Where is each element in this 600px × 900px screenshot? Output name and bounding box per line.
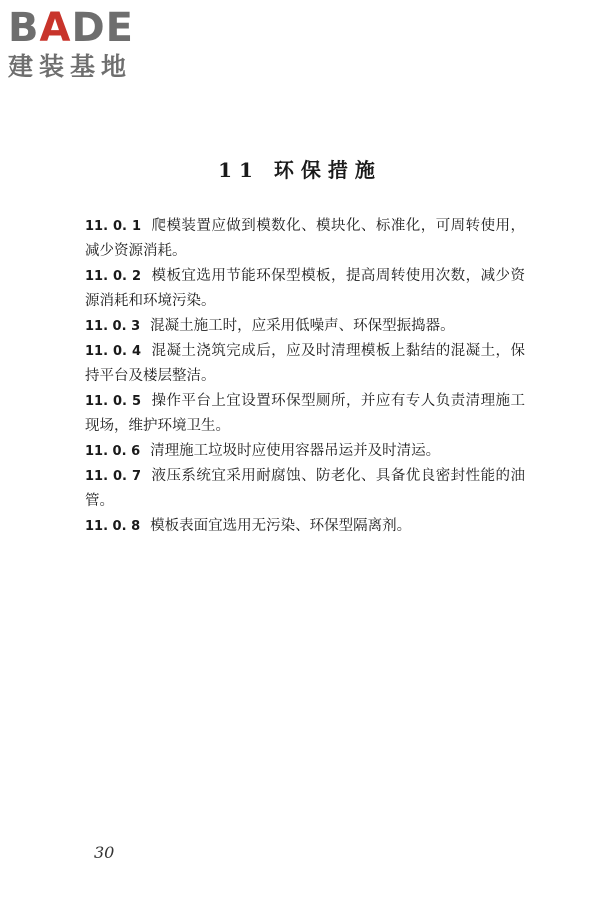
clause-number: 11. 0. 2: [85, 269, 142, 284]
clause-number: 11. 0. 8: [85, 519, 141, 534]
clause-number: 11. 0. 3: [85, 319, 141, 334]
clause-text: 模板表面宜选用无污染、环保型隔离剂。: [150, 518, 412, 534]
logo: [8, 6, 178, 84]
clause-text: 爬模装置应做到模数化、模块化、标准化，可周转使用，减少资源消耗。: [85, 218, 525, 259]
clause-number: 11. 0. 1: [85, 219, 142, 234]
clause-item: [85, 464, 525, 514]
clause-item: [85, 314, 525, 339]
clause-item: [85, 439, 525, 464]
clause-item: [85, 264, 525, 314]
page-number: 30: [94, 843, 115, 862]
clause-text: 模板宜选用节能环保型模板，提高周转使用次数，减少资源消耗和环境污染。: [85, 268, 525, 309]
logo-subtitle: 建装基地: [8, 52, 133, 81]
clause-text: 清理施工垃圾时应使用容器吊运并及时清运。: [150, 443, 441, 459]
clause-item: [85, 389, 525, 439]
clause-item: [85, 339, 525, 389]
logo-wordmark: BADE: [8, 5, 134, 51]
clause-number: 11. 0. 5: [85, 394, 142, 409]
chapter-title: 11 环保措施: [218, 158, 382, 182]
clause-text: 混凝土浇筑完成后，应及时清理模板上黏结的混凝土，保持平台及楼层整洁。: [85, 343, 525, 384]
clause-item: [85, 514, 525, 539]
clause-text: 操作平台上宜设置环保型厕所，并应有专人负责清理施工现场，维护环境卫生。: [85, 393, 525, 434]
logo-accent-letter: A: [39, 5, 72, 51]
clause-list: [85, 214, 525, 539]
clause-item: [85, 214, 525, 264]
clause-text: 液压系统宜采用耐腐蚀、防老化、具备优良密封性能的油管。: [85, 468, 525, 509]
clause-number: 11. 0. 7: [85, 469, 142, 484]
clause-text: 混凝土施工时，应采用低噪声、环保型振捣器。: [150, 318, 455, 334]
clause-number: 11. 0. 6: [85, 444, 141, 459]
clause-number: 11. 0. 4: [85, 344, 142, 359]
